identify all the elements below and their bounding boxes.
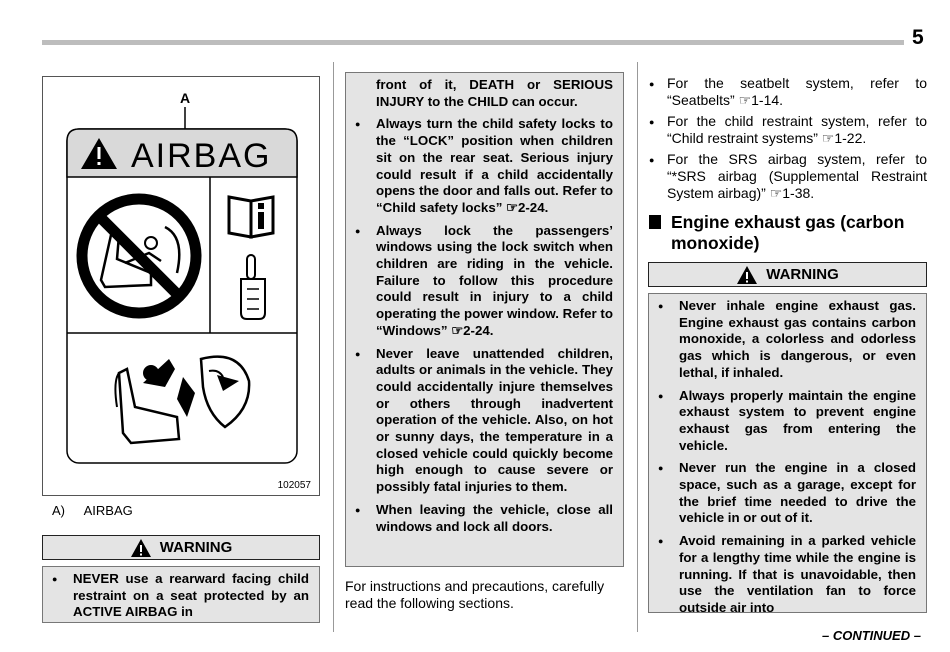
warning-title: WARNING: [766, 266, 839, 283]
warning-bullet: ● Never inhale engine exhaust gas. Engine exhaust gas contains carbon monoxide, a colorless and odorless gas which is dangerous, or even lethal, if inhaled.: [649, 298, 916, 382]
continued-label: – CONTINUED –: [822, 628, 921, 643]
label-airbag-text: AIRBAG: [131, 137, 272, 175]
reference-item: ● For the SRS airbag system, refer to “*SRS airbag (Supplemental Restraint System airbag)” ☞1-38.: [649, 151, 927, 202]
warning-bullet: ● Avoid remaining in a parked vehicle for a lengthy time while the engine is running. If that is unavoidable, then use the ventilation fan to force outside air into: [649, 533, 916, 617]
figure-caption: [52, 503, 133, 518]
warning-triangle-icon: [130, 538, 152, 558]
warning-bullet: ● Never leave unattended children, adults or animals in the vehicle. They could accidentally injure themselves or others through inadvertent operation of the vehicle. Also, on hot or sunny days, the temperature in a closed vehicle could quickly become high enough to cause severe or possibly fatal injuries to them.: [346, 346, 613, 496]
warning-body-middle: [345, 72, 624, 567]
section-title: [649, 212, 929, 254]
section-title-line2: monoxide): [671, 233, 760, 253]
warning-body-right: [648, 293, 927, 613]
warning-bullet: ● When leaving the vehicle, close all windows and lock all doors.: [346, 502, 613, 535]
caption-key: A): [52, 503, 65, 518]
reference-item: ● For the seatbelt system, refer to “Seatbelts” ☞1-14.: [649, 75, 927, 109]
warning-body-left: [42, 566, 320, 623]
manual-book-icon: [229, 197, 273, 237]
header-rule: [42, 40, 904, 45]
column-divider-left: [333, 62, 334, 632]
warning-bullet: ● Always properly maintain the engine exhaust system to prevent engine exhaust gas from entering the vehicle.: [649, 388, 916, 455]
reference-list: [649, 75, 927, 202]
column-divider-right: [637, 62, 638, 632]
airbag-warning-label-illustration: [43, 77, 321, 497]
instructions-text: For instructions and precautions, carefully read the following sections.: [345, 578, 605, 611]
airbag-label-figure: [42, 76, 320, 496]
reference-item: ● For the child restraint system, refer to “Child restraint systems” ☞1-22.: [649, 113, 927, 147]
warning-bullet: ● Never run the engine in a closed space, such as a garage, except for the brief time needed to drive the vehicle in or out of it.: [649, 460, 916, 527]
callout-letter: A: [179, 90, 191, 106]
warning-bullet: ● NEVER use a rearward facing child restraint on a seat protected by an ACTIVE AIRBAG in: [43, 571, 309, 621]
caption-text: AIRBAG: [83, 503, 133, 518]
warning-bullet: ● Always turn the child safety locks to the “LOCK” position when children sit on the rear seat. Serious injury could result if a child accidentally opens the door and falls out. Refer to “Child safety locks” ☞2-24.: [346, 116, 613, 216]
warning-title: WARNING: [159, 539, 233, 556]
figure-id: 102057: [277, 480, 311, 491]
warning-triangle-icon: [736, 265, 758, 285]
warning-header-left: [42, 535, 320, 560]
warning-continuation: front of it, DEATH or SERIOUS INJURY to the CHILD can occur.: [376, 77, 613, 109]
section-marker-icon: [649, 215, 661, 229]
page-number: 5: [912, 26, 924, 49]
section-title-line1: Engine exhaust gas (carbon: [671, 212, 905, 232]
warning-header-right: [648, 262, 927, 287]
warning-bullet: ● Always lock the passengers’ windows using the lock switch when children are riding in the vehicle. Failure to follow this procedure could result in injury to a child operating the power window. Refer to “Windows” ☞2-24.: [346, 223, 613, 340]
